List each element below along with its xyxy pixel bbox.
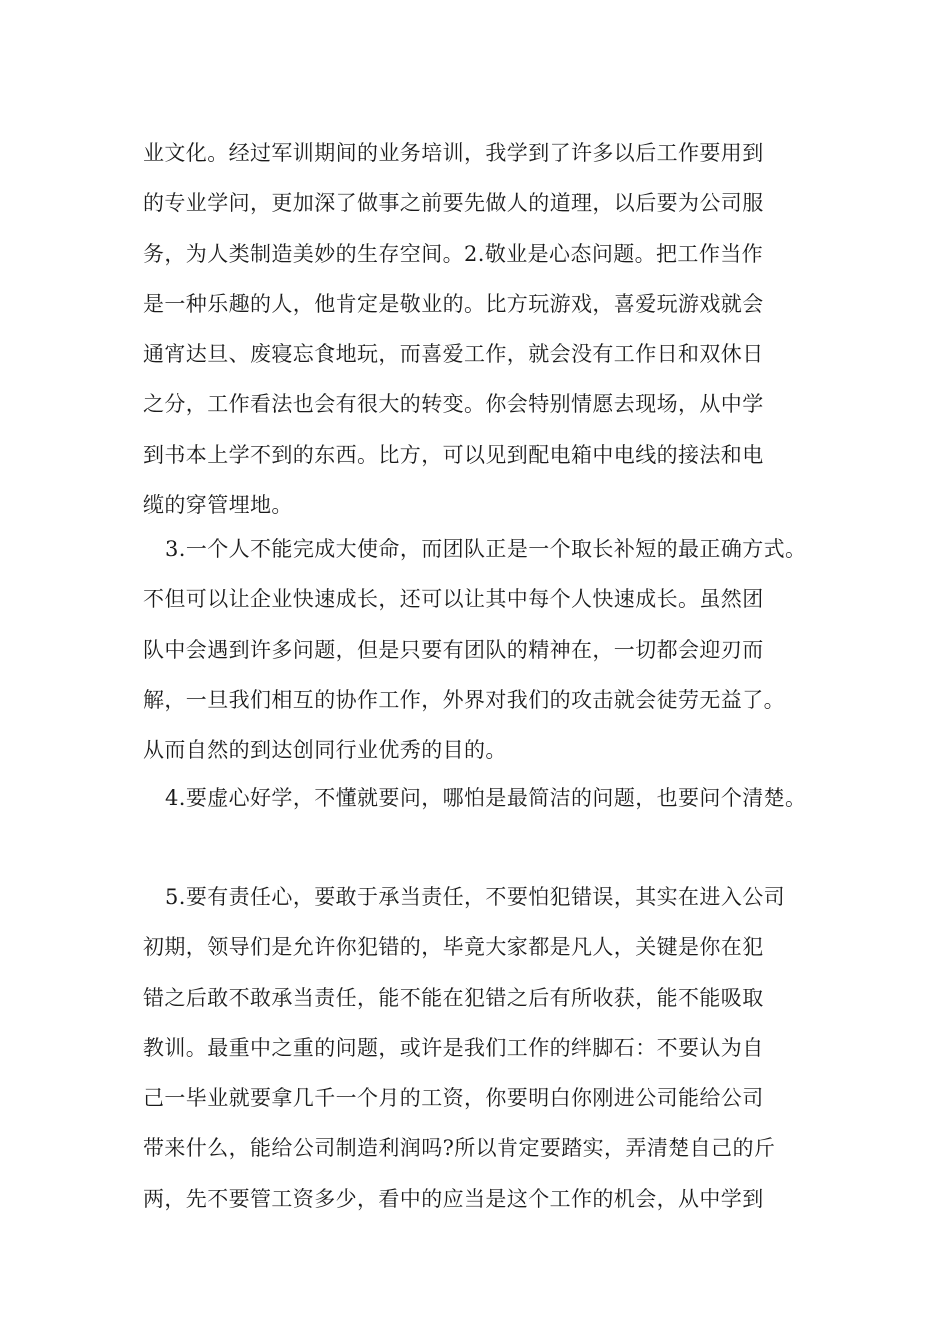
- paragraph-3-line: 4.要虚心好学，不懂就要问，哪怕是最简洁的问题，也要问个清楚。: [165, 786, 807, 810]
- paragraph-1-line: 缆的穿管埋地。: [143, 493, 293, 518]
- paragraph-1-line: 的专业学问，更加深了做事之前要先做人的道理，以后要为公司服: [143, 191, 764, 216]
- paragraph-4-line: 带来什么，能给公司制造利润吗?所以肯定要踏实，弄清楚自己的斤: [143, 1136, 776, 1161]
- paragraph-1-line: 之分，工作看法也会有很大的转变。你会特别情愿去现场，从中学: [143, 392, 764, 417]
- paragraph-4-line: 己一毕业就要拿几千一个月的工资，你要明白你刚进公司能给公司: [143, 1086, 764, 1111]
- paragraph-4-line: 教训。最重中之重的问题，或许是我们工作的绊脚石：不要认为自: [143, 1035, 764, 1060]
- paragraph-2-line: 从而自然的到达创同行业优秀的目的。: [143, 738, 507, 763]
- paragraph-1-line: 务，为人类制造美妙的生存空间。2.敬业是心态问题。把工作当作: [143, 241, 764, 266]
- paragraph-4-line: 错之后敢不敢承当责任，能不能在犯错之后有所收获，能不能吸取: [143, 985, 764, 1010]
- paragraph-2-line: 不但可以让企业快速成长，还可以让其中每个人快速成长。虽然团: [143, 587, 764, 612]
- paragraph-1-line: 到书本上学不到的东西。比方，可以见到配电箱中电线的接法和电: [143, 442, 764, 467]
- paragraph-1: [143, 128, 823, 530]
- paragraph-4: [143, 872, 823, 1224]
- paragraph-1-line: 是一种乐趣的人，他肯定是敬业的。比方玩游戏，喜爱玩游戏就会: [143, 291, 764, 316]
- paragraph-2-line: 3.一个人不能完成大使命，而团队正是一个取长补短的最正确方式。: [165, 537, 807, 561]
- paragraph-2-line: 解，一旦我们相互的协作工作，外界对我们的攻击就会徒劳无益了。: [143, 687, 785, 712]
- paragraph-1-line: 通宵达旦、废寝忘食地玩，而喜爱工作，就会没有工作日和双休日: [143, 342, 764, 367]
- paragraph-2-line: 队中会遇到许多问题，但是只要有团队的精神在，一切都会迎刃而: [143, 637, 764, 662]
- paragraph-4-line: 两，先不要管工资多少，看中的应当是这个工作的机会，从中学到: [143, 1186, 764, 1211]
- paragraph-2: [143, 524, 823, 775]
- paragraph-1-line: 业文化。经过军训期间的业务培训，我学到了许多以后工作要用到: [143, 141, 764, 165]
- paragraph-3: [143, 773, 823, 823]
- paragraph-4-line: 初期，领导们是允许你犯错的，毕竟大家都是凡人，关键是你在犯: [143, 935, 764, 960]
- paragraph-4-line: 5.要有责任心，要敢于承当责任，不要怕犯错误，其实在进入公司: [165, 885, 786, 909]
